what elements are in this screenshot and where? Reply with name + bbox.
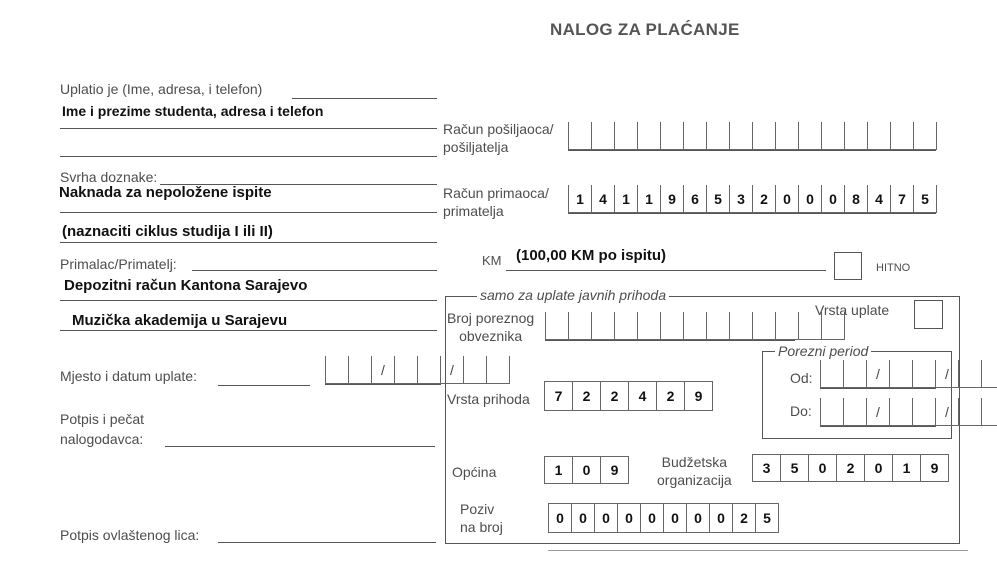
revenue-type-label: Vrsta prihoda — [447, 391, 530, 407]
digit-cell[interactable] — [418, 356, 441, 383]
tax-period-from-label: Od: — [790, 370, 813, 386]
tax-period-title: Porezni period — [775, 343, 871, 359]
digit-cell[interactable] — [395, 356, 418, 383]
digit-cell[interactable] — [914, 122, 937, 149]
digit-cell[interactable]: 5 — [781, 455, 809, 481]
digit-cell[interactable] — [753, 122, 776, 149]
digit-cell[interactable]: 2 — [601, 382, 629, 410]
place-date-line — [218, 385, 310, 386]
purpose-line-1-text[interactable]: Naknada za nepoložene ispite — [59, 184, 272, 201]
digit-cell[interactable] — [845, 122, 868, 149]
reference-label: Poziv na broj — [460, 501, 503, 535]
digit-cell[interactable]: 1 — [638, 185, 661, 212]
digit-cell[interactable]: 5 — [914, 185, 937, 212]
digit-cell[interactable]: / — [867, 360, 890, 387]
tax-period-to-label: Do: — [790, 403, 812, 419]
budget-org-boxes[interactable] — [752, 454, 949, 482]
digit-cell[interactable]: / — [867, 398, 890, 425]
digit-cell[interactable]: 9 — [661, 185, 684, 212]
digit-cell[interactable]: 0 — [710, 504, 733, 532]
digit-cell[interactable] — [592, 312, 615, 339]
place-date-label: Mjesto i datum uplate: — [60, 368, 197, 384]
digit-cell[interactable]: 5 — [707, 185, 730, 212]
digit-cell[interactable] — [326, 356, 349, 383]
digit-cell[interactable] — [959, 360, 982, 387]
recipient-label: Primalac/Primatelj: — [60, 256, 177, 272]
digit-cell[interactable]: 0 — [822, 185, 845, 212]
digit-cell[interactable]: / — [936, 398, 959, 425]
digit-cell[interactable] — [821, 360, 844, 387]
digit-cell[interactable] — [982, 398, 997, 425]
digit-cell[interactable]: 0 — [776, 185, 799, 212]
digit-cell[interactable] — [615, 122, 638, 149]
digit-cell[interactable]: 0 — [618, 504, 641, 532]
authorized-signature-label: Potpis ovlaštenog lica: — [60, 527, 200, 543]
digit-cell[interactable] — [661, 122, 684, 149]
digit-cell[interactable]: 7 — [545, 382, 573, 410]
purpose-line-2 — [60, 212, 437, 213]
municipality-label: Općina — [452, 464, 497, 480]
digit-cell[interactable]: 0 — [799, 185, 822, 212]
digit-cell[interactable]: 2 — [753, 185, 776, 212]
digit-cell[interactable] — [615, 312, 638, 339]
digit-cell[interactable] — [684, 312, 707, 339]
digit-cell[interactable] — [546, 312, 569, 339]
urgent-label: HITNO — [876, 262, 911, 274]
authorized-signature-line — [218, 542, 436, 543]
digit-cell[interactable] — [569, 122, 592, 149]
digit-cell[interactable] — [844, 360, 867, 387]
payment-type-label: Vrsta uplate — [815, 302, 890, 318]
digit-cell[interactable]: 0 — [573, 457, 601, 483]
digit-cell[interactable]: 1 — [615, 185, 638, 212]
tax-id-boxes[interactable] — [545, 312, 845, 340]
digit-cell[interactable]: 3 — [753, 455, 781, 481]
digit-cell[interactable] — [661, 312, 684, 339]
digit-cell[interactable] — [569, 312, 592, 339]
payer-signature-line — [165, 446, 435, 447]
digit-cell[interactable]: 0 — [865, 455, 893, 481]
digit-cell[interactable]: 3 — [730, 185, 753, 212]
tax-id-baseline — [545, 340, 795, 341]
digit-cell[interactable] — [684, 122, 707, 149]
recipient-line-2-text[interactable]: Muzička akademija u Sarajevu — [72, 312, 288, 329]
urgent-checkbox[interactable] — [834, 252, 862, 280]
sender-account-baseline — [568, 150, 936, 151]
municipality-boxes[interactable] — [544, 456, 629, 484]
payer-signature-label: Potpis i pečat nalogodavca: — [60, 411, 145, 447]
payment-type-box[interactable] — [914, 300, 943, 329]
digit-cell[interactable]: 2 — [733, 504, 756, 532]
digit-cell[interactable] — [982, 360, 997, 387]
reference-boxes[interactable] — [548, 503, 779, 533]
digit-cell[interactable] — [638, 122, 661, 149]
digit-cell[interactable] — [822, 122, 845, 149]
tax-period-to-boxes[interactable] — [820, 398, 997, 426]
recipient-account-boxes[interactable] — [568, 185, 937, 213]
digit-cell[interactable]: 5 — [756, 504, 779, 532]
digit-cell[interactable] — [707, 312, 730, 339]
digit-cell[interactable]: 9 — [685, 382, 713, 410]
budget-org-label: Budžetska organizacija — [657, 454, 732, 488]
digit-cell[interactable]: 1 — [569, 185, 592, 212]
payer-line-3 — [60, 156, 437, 157]
digit-cell[interactable]: 0 — [687, 504, 710, 532]
digit-cell[interactable]: / — [372, 356, 395, 383]
digit-cell[interactable] — [844, 398, 867, 425]
digit-cell[interactable]: 0 — [664, 504, 687, 532]
digit-cell[interactable]: 2 — [573, 382, 601, 410]
amount-value[interactable]: (100,00 KM po ispitu) — [516, 247, 667, 264]
digit-cell[interactable] — [868, 122, 891, 149]
digit-cell[interactable]: 4 — [629, 382, 657, 410]
recipient-line-3 — [60, 330, 437, 331]
digit-cell[interactable]: / — [441, 356, 464, 383]
digit-cell[interactable]: 0 — [595, 504, 618, 532]
place-date-baseline — [325, 384, 441, 385]
digit-cell[interactable]: 8 — [845, 185, 868, 212]
payer-label: Uplatio je (Ime, adresa, i telefon) — [60, 81, 263, 97]
digit-cell[interactable]: 1 — [893, 455, 921, 481]
recipient-account-baseline — [568, 213, 936, 214]
digit-cell[interactable] — [592, 122, 615, 149]
digit-cell[interactable]: 4 — [592, 185, 615, 212]
digit-cell[interactable] — [730, 122, 753, 149]
currency-label: KM — [482, 253, 502, 268]
digit-cell[interactable] — [890, 360, 913, 387]
revenue-type-boxes[interactable] — [544, 381, 713, 411]
digit-cell[interactable] — [821, 398, 844, 425]
recipient-line-1 — [192, 270, 437, 271]
digit-cell[interactable] — [776, 312, 799, 339]
digit-cell[interactable]: 2 — [837, 455, 865, 481]
tax-period-to-baseline — [820, 426, 936, 427]
digit-cell[interactable]: 1 — [545, 457, 573, 483]
sender-account-boxes[interactable] — [568, 122, 937, 150]
digit-cell[interactable]: 0 — [572, 504, 595, 532]
digit-cell[interactable]: 0 — [809, 455, 837, 481]
amount-line — [506, 270, 826, 271]
recipient-account-label: Račun primaoca/ primatelja — [443, 185, 549, 219]
digit-cell[interactable] — [890, 398, 913, 425]
digit-cell[interactable] — [891, 122, 914, 149]
digit-cell[interactable] — [707, 122, 730, 149]
public-revenue-title: samo za uplate javnih prihoda — [477, 287, 669, 303]
tax-period-from-boxes[interactable] — [820, 360, 997, 388]
digit-cell[interactable]: 4 — [868, 185, 891, 212]
digit-cell[interactable]: 9 — [921, 455, 949, 481]
payer-line-2 — [60, 128, 437, 129]
payer-line-1 — [292, 98, 437, 99]
digit-cell[interactable]: 0 — [641, 504, 664, 532]
digit-cell[interactable] — [753, 312, 776, 339]
purpose-label: Svrha doznake: — [60, 169, 158, 185]
bottom-edge-line — [548, 550, 968, 551]
form-title: NALOG ZA PLAĆANJE — [550, 20, 740, 39]
recipient-line-2 — [60, 300, 437, 301]
digit-cell[interactable]: 9 — [601, 457, 629, 483]
digit-cell[interactable]: / — [936, 360, 959, 387]
payer-value[interactable]: Ime i prezime studenta, adresa i telefon — [62, 103, 324, 119]
digit-cell[interactable] — [776, 122, 799, 149]
purpose-line-2-text[interactable]: (naznaciti ciklus studija I ili II) — [62, 223, 273, 240]
purpose-line-3 — [60, 242, 437, 243]
sender-account-label: Račun pošiljaoca/ pošiljatelja — [443, 121, 554, 155]
digit-cell[interactable] — [638, 312, 661, 339]
digit-cell[interactable] — [799, 122, 822, 149]
digit-cell[interactable]: 7 — [891, 185, 914, 212]
digit-cell[interactable] — [349, 356, 372, 383]
recipient-line-1-text[interactable]: Depozitni račun Kantona Sarajevo — [64, 277, 308, 294]
tax-period-from-baseline — [820, 388, 936, 389]
tax-id-label: Broj poreznog obveznika — [447, 310, 535, 344]
digit-cell[interactable] — [913, 398, 936, 425]
digit-cell[interactable]: 6 — [684, 185, 707, 212]
digit-cell[interactable] — [730, 312, 753, 339]
digit-cell[interactable]: 2 — [657, 382, 685, 410]
digit-cell[interactable] — [913, 360, 936, 387]
digit-cell[interactable] — [959, 398, 982, 425]
digit-cell[interactable]: 0 — [549, 504, 572, 532]
